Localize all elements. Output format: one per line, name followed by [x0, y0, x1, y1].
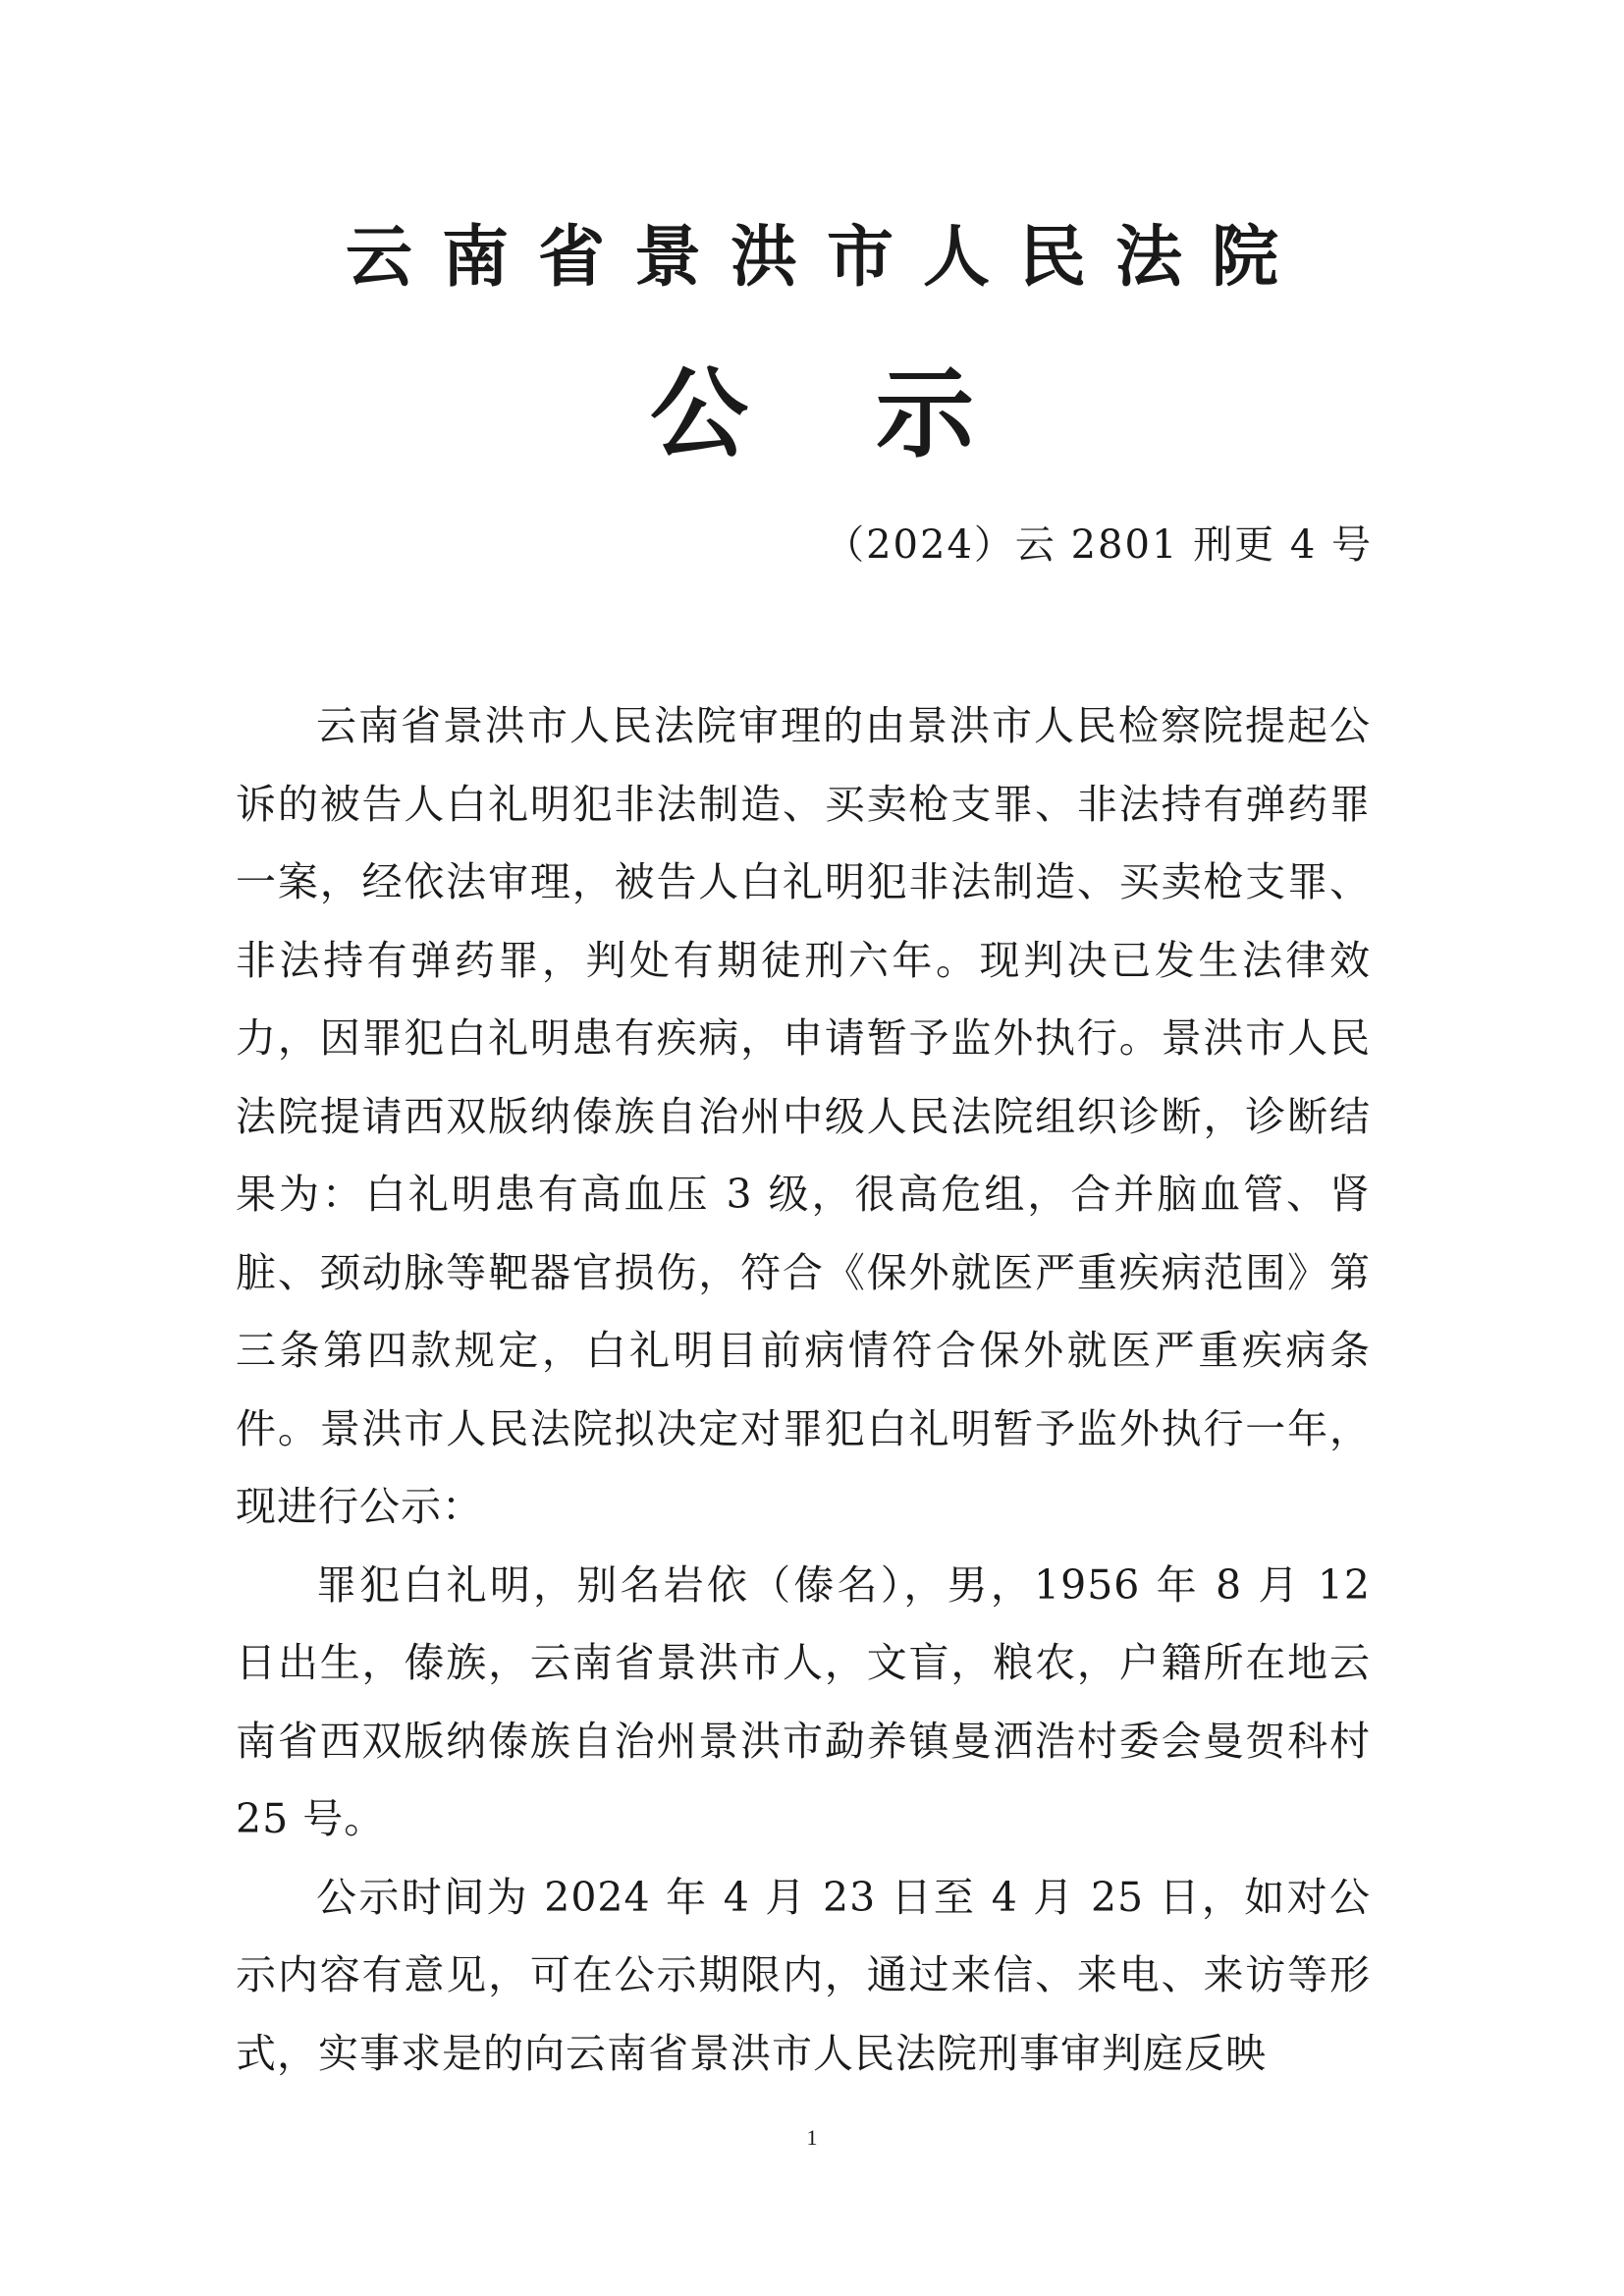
- paragraph-criminal-info: 罪犯白礼明，别名岩依（傣名），男，1956 年 8 月 12 日出生，傣族，云南省景洪市人，文盲，粮农，户籍所在地云南省西双版纳傣族自治州景洪市勐养镇曼洒浩村委会曼贺科村 25 号。: [236, 1560, 1371, 1842]
- paragraph-case-summary: 云南省景洪市人民法院审理的由景洪市人民检察院提起公诉的被告人白礼明犯非法制造、买卖枪支罪、非法持有弹药罪一案，经依法审理，被告人白礼明犯非法制造、买卖枪支罪、非法持有弹药罪，判处有期徒刑六年。现判决已发生法律效力，因罪犯白礼明患有疾病，申请暂予监外执行。景洪市人民法院提请西双版纳傣族自治州中级人民法院组织诊断，诊断结果为：白礼明患有高血压 3 级，很高危组，合并脑血管、肾脏、颈动脉等靶器官损伤，符合《保外就医严重疾病范围》第三条第四款规定，白礼明目前病情符合保外就医严重疾病条件。景洪市人民法院拟决定对罪犯白礼明暂予监外执行一年，现进行公示：: [236, 702, 1371, 1530]
- document-title: 公示: [650, 356, 1102, 471]
- court-name-heading: 云南省景洪市人民法院: [345, 219, 1308, 297]
- page-number: 1: [806, 2125, 818, 2150]
- document-body: [236, 687, 1371, 2093]
- paragraph-publicity-period: 公示时间为 2024 年 4 月 23 日至 4 月 25 日，如对公示内容有意见，可在公示期限内，通过来信、来电、来访等形式，实事求是的向云南省景洪市人民法院刑事审判庭反映: [236, 1873, 1371, 2077]
- case-number: （2024）云 2801 刑更 4 号: [825, 522, 1373, 568]
